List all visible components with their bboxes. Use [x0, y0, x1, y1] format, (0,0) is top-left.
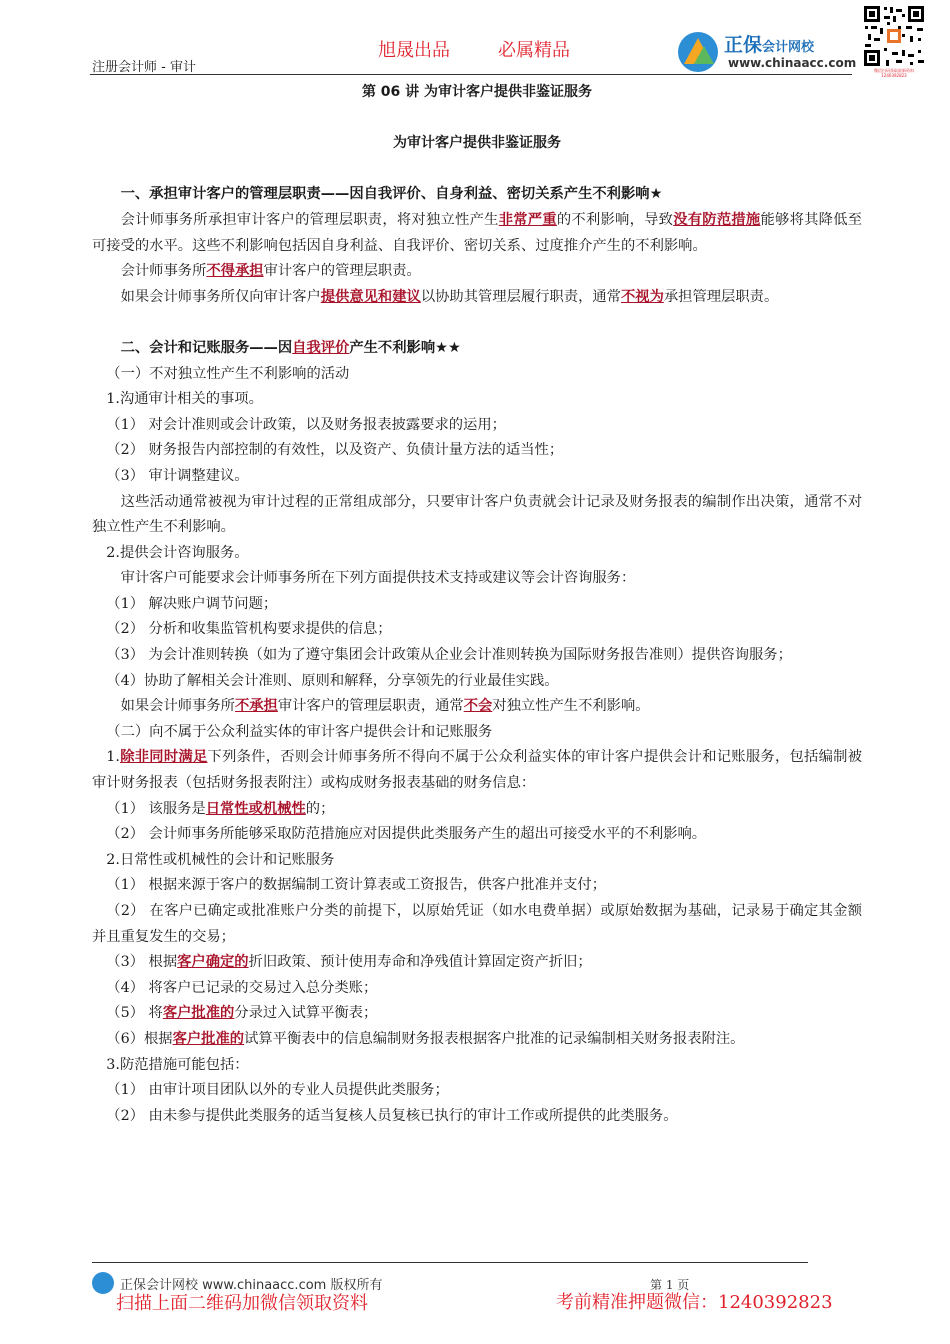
document-body — [92, 80, 862, 1129]
list-item: 3.防范措施可能包括： — [106, 1056, 249, 1073]
list-item: 2.日常性或机械性的会计和记账服务 — [106, 851, 335, 868]
footer-copyright: 正保会计网校 www.chinaacc.com 版权所有 — [120, 1278, 383, 1293]
doc-title: 为审计客户提供非鉴证服务 — [393, 135, 561, 152]
list-item: （1） 解决账户调节问题； — [106, 595, 278, 612]
lesson-title: 第 06 讲 为审计客户提供非鉴证服务 — [361, 84, 593, 100]
section-1-para-3: 如果会计师事务所仅向审计客户提供意见和建议以协助其管理层履行职责，通常不视为承担管理层职责。 — [120, 288, 779, 305]
subsection-1: （一）不对独立性产生不利影响的活动 — [106, 365, 350, 382]
promo-wechat: 考前精准押题微信：1240392823 — [556, 1292, 833, 1313]
logo-mark-icon — [678, 32, 718, 72]
list-item: （4）协助了解相关会计准则、原则和解释，分享领先的行业最佳实践。 — [106, 672, 559, 689]
paragraph: 这些活动通常被视为审计过程的正常组成部分，只要审计客户负责就会计记录及财务报表的编制作出决策，通常不对独立性产生不利影响。 — [92, 493, 862, 536]
qr-code[interactable] — [862, 4, 926, 86]
list-item: （1） 由审计项目团队以外的专业人员提供此类服务； — [106, 1082, 449, 1099]
list-item: 2.提供会计咨询服务。 — [106, 544, 249, 561]
section-1-para-1: 会计师事务所承担审计客户的管理层职责，将对独立性产生非常严重的不利影响，导致没有防范措施能够将其降低至可接受的水平。这些不利影响包括因自身利益、自我评价、密切关系、过度推介产生的不利影响。 — [92, 211, 863, 254]
footer-rule — [92, 1262, 808, 1263]
list-item: （3） 为会计准则转换（如为了遵守集团会计政策从企业会计准则转换为国际财务报告准则）提供咨询服务； — [106, 647, 792, 664]
slogan-left: 旭晟出品 — [378, 40, 450, 61]
section-1-para-2: 会计师事务所不得承担审计客户的管理层职责。 — [120, 263, 421, 280]
paragraph: 如果会计师事务所不承担审计客户的管理层职责，通常不会对独立性产生不利影响。 — [120, 698, 650, 715]
list-item: （2） 由未参与提供此类服务的适当复核人员复核已执行的审计工作或所提供的此类服务。 — [106, 1107, 678, 1124]
list-item: （4） 将客户已记录的交易过入总分类账； — [106, 979, 378, 996]
list-item: 1.沟通审计相关的事项。 — [106, 391, 263, 408]
list-item: （2） 财务报告内部控制的有效性，以及资产、负债计量方法的适当性； — [106, 442, 564, 459]
list-item: （1） 根据来源于客户的数据编制工资计算表或工资报告，供客户批准并支付； — [106, 877, 607, 894]
logo-sub: 会计网校 — [762, 40, 815, 55]
brand-logo[interactable] — [678, 30, 858, 78]
list-item: （2） 在客户已确定或批准账户分类的前提下，以原始凭证（如水电费单据）或原始数据为基础，记录易于确定其金额并且重复发生的交易； — [92, 903, 862, 945]
list-item: （6）根据客户批准的试算平衡表中的信息编制财务报表根据客户批准的记录编制相关财务报表附注。 — [106, 1030, 745, 1047]
slogan-right: 必属精品 — [498, 40, 570, 61]
logo-url: www.chinaacc.com — [728, 56, 857, 70]
list-item: （5） 将客户批准的分录过入试算平衡表； — [106, 1005, 378, 1022]
list-item: （3） 根据客户确定的折旧政策、预计使用寿命和净残值计算固定资产折旧； — [106, 954, 592, 971]
section-1-heading: 一、承担审计客户的管理层职责——因自我评价、自身利益、密切关系产生不利影响★ — [120, 186, 663, 203]
list-item: （2） 分析和收集监管机构要求提供的信息； — [106, 621, 392, 638]
footer-logo-icon — [92, 1272, 114, 1294]
list-item: （3） 审计调整建议。 — [106, 467, 249, 484]
course-name: 注册会计师 - 审计 — [92, 60, 196, 75]
qr-code-icon — [862, 4, 926, 68]
page-number: 第 1 页 — [650, 1278, 690, 1292]
list-item: （1） 该服务是日常性或机械性的； — [106, 800, 335, 817]
paragraph: 1.除非同时满足下列条件，否则会计师事务所不得向不属于公众利益实体的审计客户提供会计和记账服务，包括编制被审计财务报表（包括财务报表附注）或构成财务报表基础的财务信息： — [92, 749, 863, 792]
logo-name: 正保 — [724, 34, 763, 56]
promo-scan-qr: 扫描上面二维码加微信领取资料 — [116, 1293, 368, 1314]
section-2-heading: 二、会计和记账服务——因自我评价产生不利影响★★ — [120, 339, 461, 356]
subsection-2: （二）向不属于公众利益实体的审计客户提供会计和记账服务 — [106, 723, 493, 740]
list-item: （2） 会计师事务所能够采取防范措施应对因提供此类服务产生的超出可接受水平的不利影响。 — [106, 826, 707, 843]
qr-caption: 微信扫码获取最新资料 1240392823 — [874, 68, 914, 78]
list-item: （1） 对会计准则或会计政策，以及财务报表披露要求的运用； — [106, 416, 506, 433]
paragraph: 审计客户可能要求会计师事务所在下列方面提供技术支持或建议等会计咨询服务： — [120, 570, 636, 587]
